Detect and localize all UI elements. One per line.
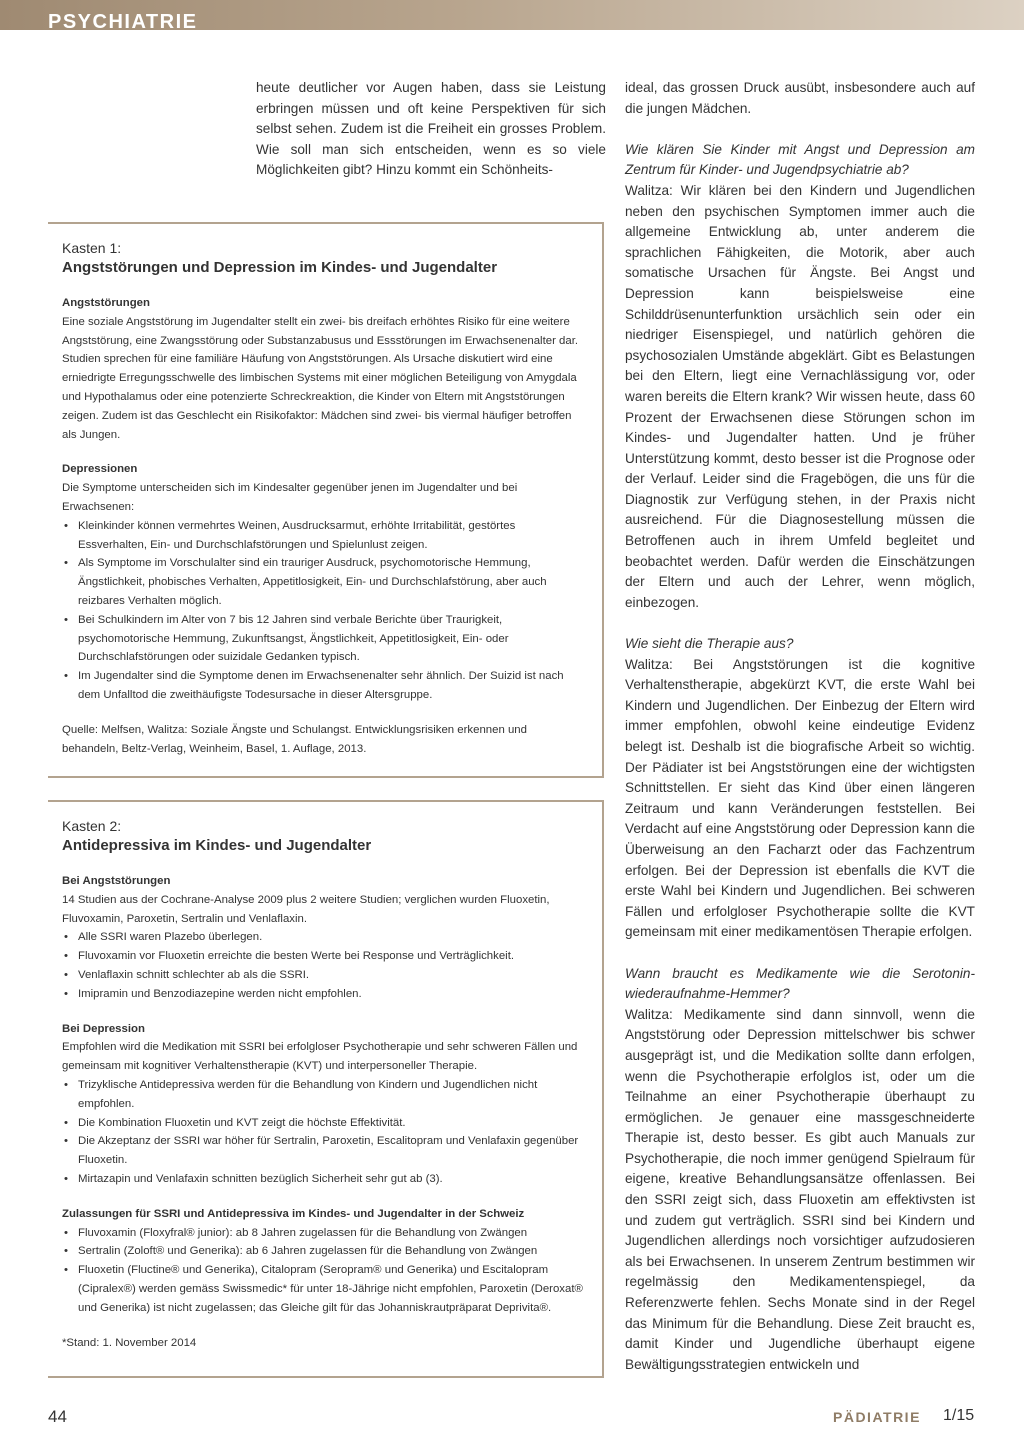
header-bar bbox=[0, 0, 1024, 33]
answer-text: Bei Angststörungen ist die kognitive Verhaltenstherapie, abgekürzt KVT, die erste Wahl bei Kindern und Jugendlichen. Der Einbezug der Eltern wird immer empfohlen, obwohl keine eindeutige Evidenz belegt ist. Deshalb ist die biografische Arbeit so wichtig. Der Pädiater ist bei Angststörungen eine der wichtigsten Schnittstellen. Er sieht das Kind über einen längeren Zeitraum und kann Veränderungen feststellen. Bei Verdacht auf eine Angststörung oder Depression kann die Überweisung an den Facharzt oder das Fachzentrum erfolgen. Bei der Depression ist ebenfalls die KVT die erste Wahl bei Kindern und Jugendlichen. Bei schweren Fällen und erfolgloser Psychotherapie sollte die KVT gemeinsam mit einer medikamentösen Therapie erfolgen. bbox=[625, 656, 975, 940]
box1-heading-depression: Depressionen bbox=[62, 463, 138, 476]
intro-paragraph: heute deutlicher vor Augen haben, dass sie Leistung erbringen müssen und oft keine Perspektiven für sich selbst sehen. Zudem ist die Freiheit ein grosses Problem. Wie soll man sich entscheiden, wenn es so viele Möglichkeiten gibt? Hinzu kommt ein Schönheits- bbox=[256, 80, 606, 178]
interview-column bbox=[625, 78, 975, 1375]
interview-answer bbox=[625, 655, 975, 943]
list-item: • Alle SSRI waren Plazebo überlegen. bbox=[62, 928, 586, 947]
list-item: • Im Jugendalter sind die Symptome denen im Erwachsenenalter sehr ähnlich. Der Suizid ist nach dem Unfalltod die zweithäufigste Todesursache in dieser Altersgruppe. bbox=[62, 667, 586, 705]
answer-text: Medikamente sind dann sinnvoll, wenn die Angststörung oder Depression mittelschwer bis schwer ausgeprägt ist, und die Medikation sollte dann erfolgen, wenn die Psychotherapie erfolglos ist, oder um die Teilnahme an einer Psychotherapie überhaupt zu ermöglichen. Je genauer eine massgeschneiderte Therapie ist, desto besser. Es gibt auch Manuals zur Psychotherapie, die noch immer genügend Spielraum für eigene, kreative Behandlungsansätze offenlassen. Bei den SSRI zeigt sich, dass Fluoxetin am effektivsten ist und zudem gut verträglich. SSRI sind bei Kindern und Jugendlichen allerdings noch vorsichtiger aufzudosieren als bei Erwachsenen. In unserem Zentrum bestimmen wir regelmässig den Medikamentenspiegel, da Referenzwerte fehlen. Sechs Monate sind in der Regel das Minimum für die Behandlung. Diese Zeit braucht es, damit Kinder und Jugendliche überhaupt eigene Bewältigungsstrategien entwickeln und bbox=[625, 1006, 975, 1372]
box1-anxiety-text: Eine soziale Angststörung im Jugendalter stellt ein zwei- bis dreifach erhöhtes Risiko für eine weitere Angststörung, eine Zwangsstörung oder Substanzabusus und Essstörungen im Erwachsenenalter dar. Studien sprechen für eine familiäre Häufung von Angststörungen. Als Ursache diskutiert wird eine erniedrigte Erregungsschwelle des limbischen Systems mit einer möglichen Beteiligung von Amygdala und Hypothalamus oder eine potenzierte Schreckreaktion, die Kinder von Eltern mit Angststörungen zeigen. Zudem ist das Geschlecht ein Risikofaktor: Mädchen sind zwei- bis viermal häufiger betroffen als Jungen. bbox=[62, 315, 579, 441]
speaker-label: Walitza: bbox=[625, 1006, 673, 1022]
journal-logo: PÄDIATRIE bbox=[833, 1409, 921, 1425]
box2-depression-list bbox=[62, 1076, 586, 1189]
box2-label: Kasten 2: bbox=[62, 818, 122, 834]
list-item: • Bei Schulkindern im Alter von 7 bis 12 Jahren sind verbale Berichte über Traurigkeit, psychomotorische Hemmung, Zukunftsangst, Ängstlichkeit, Appetitlosigkeit, Ein- oder Durchschlafstörungen oder suizidale Gedanken typisch. bbox=[62, 611, 586, 667]
info-box-1 bbox=[48, 222, 604, 778]
list-item: • Venlaflaxin schnitt schlechter ab als die SSRI. bbox=[62, 966, 586, 985]
list-item: • Als Symptome im Vorschulalter sind ein trauriger Ausdruck, psychomotorische Hemmung, Ängstlichkeit, phobisches Verhalten, Appetitlosigkeit, Ein- und Durchschlafstörung, aber auch reizbares Verhalten möglich. bbox=[62, 554, 586, 610]
list-item: • Trizyklische Antidepressiva werden für die Behandlung von Kindern und Jugendlichen nicht empfohlen. bbox=[62, 1076, 586, 1114]
section-title: PSYCHIATRIE bbox=[48, 11, 198, 33]
box1-depression-intro: Die Symptome unterscheiden sich im Kindesalter gegenüber jenen im Jugendalter und bei Erwachsenen: bbox=[62, 482, 518, 513]
box2-heading-approvals: Zulassungen für SSRI und Antidepressiva im Kindes- und Jugendalter in der Schweiz bbox=[62, 1207, 525, 1220]
list-item: • Sertralin (Zoloft® und Generika): ab 6 Jahren zugelassen für die Behandlung von Zwängen bbox=[62, 1242, 586, 1261]
list-item: • Imipramin und Benzodiazepine werden nicht empfohlen. bbox=[62, 985, 586, 1004]
box1-heading-anxiety: Angststörungen bbox=[62, 297, 150, 309]
box2-depression-text: Empfohlen wird die Medikation mit SSRI bei erfolgloser Psychotherapie und sehr schweren Fällen und gemeinsam mit kognitiver Verhaltenstherapie (KVT) und interpersoneller Therapie. bbox=[62, 1041, 578, 1073]
box1-depression-list bbox=[62, 517, 586, 705]
box2-anxiety-list bbox=[62, 928, 586, 1003]
box2-heading-anxiety: Bei Angststörungen bbox=[62, 875, 171, 887]
info-box-2 bbox=[48, 800, 604, 1378]
box2-title: Antidepressiva im Kindes- und Jugendalter bbox=[62, 837, 372, 854]
interview-answer bbox=[625, 1005, 975, 1376]
list-item: • Mirtazapin und Venlafaxin schnitten bezüglich Sicherheit sehr gut ab (3). bbox=[62, 1170, 586, 1189]
box2-anxiety-text: 14 Studien aus der Cochrane-Analyse 2009 plus 2 weitere Studien; verglichen wurden Fluoxetin, Fluvoxamin, Paroxetin, Sertralin und Venlaflaxin. bbox=[62, 893, 550, 925]
interview-question: Wann braucht es Medikamente wie die Serotonin-wiederaufnahme-Hemmer? bbox=[625, 965, 975, 1002]
speaker-label: Walitza: bbox=[625, 182, 673, 198]
interview-paragraph: ideal, das grossen Druck ausübt, insbesondere auch auf die jungen Mädchen. bbox=[625, 80, 975, 116]
box1-label: Kasten 1: bbox=[62, 240, 122, 256]
list-item: • Fluoxetin (Fluctine® und Generika), Citalopram (Seropram® und Generika) und Escitalopram (Cipralex®) werden gemäss Swissmedic* für unter 18-Jährige nicht empfohlen, Paroxetin (Deroxat® und Generika) ist nicht zugelassen; das Gleiche gilt für das Johanniskrautpräparat Deprivita®. bbox=[62, 1261, 586, 1317]
box2-footnote: *Stand: 1. November 2014 bbox=[62, 1336, 197, 1349]
box1-title: Angststörungen und Depression im Kindes- und Jugendalter bbox=[62, 259, 498, 276]
page-number: 44 bbox=[48, 1407, 67, 1426]
issue-number: 1/15 bbox=[943, 1407, 975, 1424]
list-item: • Kleinkinder können vermehrtes Weinen, Ausdrucksarmut, erhöhte Irritabilität, gestörtes Essverhalten, Ein- und Durchschlafstörungen und Spielunlust zeigen. bbox=[62, 517, 586, 555]
interview-answer bbox=[625, 181, 975, 613]
list-item: • Die Kombination Fluoxetin und KVT zeigt die höchste Effektivität. bbox=[62, 1114, 586, 1133]
list-item: • Die Akzeptanz der SSRI war höher für Sertralin, Paroxetin, Escalitopram und Venlafaxin gegenüber Fluoxetin. bbox=[62, 1132, 586, 1170]
box1-source: Quelle: Melfsen, Walitza: Soziale Ängste und Schulangst. Entwicklungsrisiken erkennen und behandeln, Beltz-Verlag, Weinheim, Basel, 1. Auflage, 2013. bbox=[62, 723, 527, 755]
list-item: • Fluvoxamin (Floxyfral® junior): ab 8 Jahren zugelassen für die Behandlung von Zwängen bbox=[62, 1224, 586, 1243]
box2-heading-depression: Bei Depression bbox=[62, 1022, 145, 1035]
speaker-label: Walitza: bbox=[625, 656, 673, 672]
list-item: • Fluvoxamin vor Fluoxetin erreichte die besten Werte bei Response und Verträglichkeit. bbox=[62, 947, 586, 966]
answer-text: Wir klären bei den Kindern und Jugendlichen neben den psychischen Symptomen immer auch die allgemeine Entwicklung ab, unter anderem die sprachlichen Fähigkeiten, die Motorik, aber auch somatische Ursachen für Ängste. Bei Angst und Depression kann beispielsweise eine Schilddrüsenunterfunktion ursächlich sein oder ein niedriger Eisenspiegel, und natürlich gehören die psychosozialen Umstände abgeklärt. Gibt es Belastungen bei den Eltern, liegt eine Vernachlässigung vor, oder waren bereits die Eltern krank? Wir wissen heute, dass 60 Prozent der Erwachsenen diese Störungen schon im Kindes- und Jugendalter hatten. Und je früher Unterstützung kommt, desto besser ist die Prognose oder der Verlauf. Leider sind die Fragebögen, die uns für die Diagnostik zur Verfügung stehen, in der Praxis nicht ausreichend. Für die Diagnosestellung müssen die Betroffenen auch in ihrem Umfeld begleitet und beobachtet werden. Dafür werden die Einschätzungen der Eltern und auch der Lehrer, wenn möglich, einbezogen. bbox=[625, 182, 975, 610]
box2-approvals-list bbox=[62, 1224, 586, 1318]
interview-question: Wie sieht die Therapie aus? bbox=[625, 636, 794, 652]
interview-question: Wie klären Sie Kinder mit Angst und Depression am Zentrum für Kinder- und Jugendpsychiatrie ab? bbox=[625, 141, 975, 178]
